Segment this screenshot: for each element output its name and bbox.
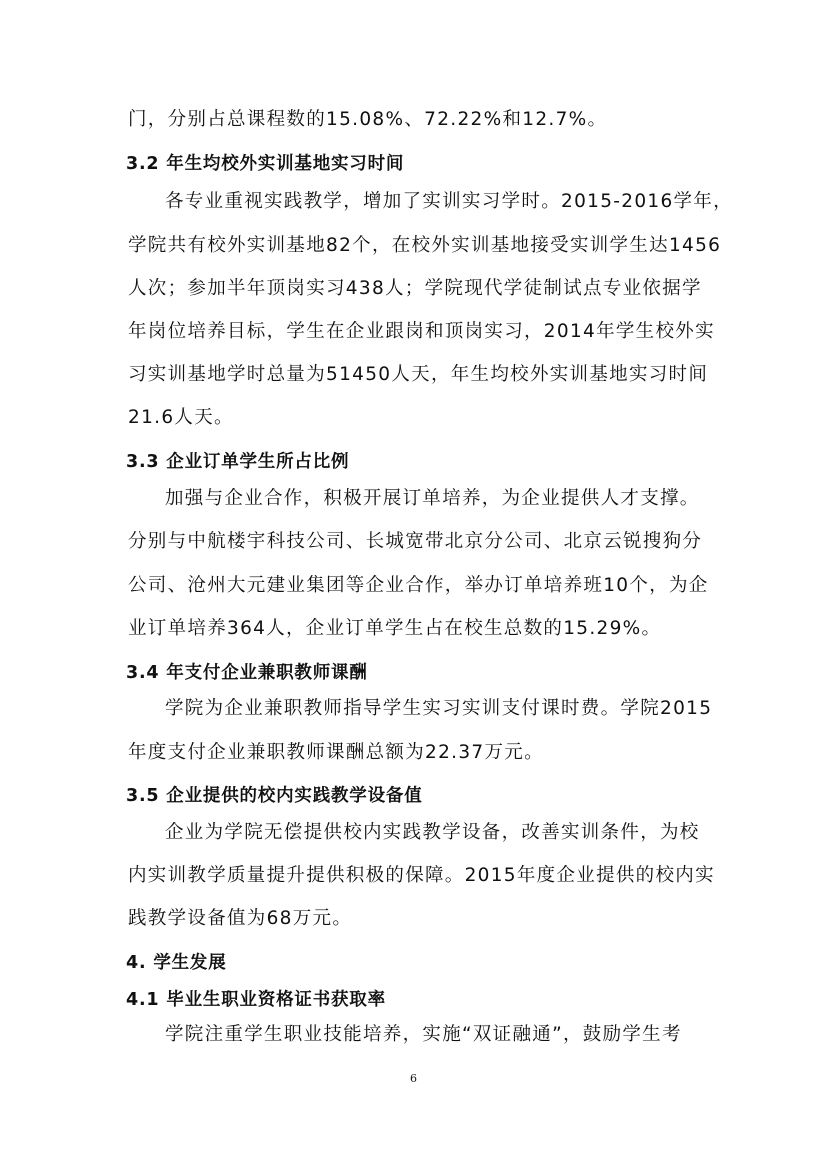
page-number: 6 [410, 1072, 417, 1085]
paragraph-first-line: 企业为学院无偿提供校内实践教学设备，改善实训条件，为校 [165, 822, 700, 843]
body-text-line: 年岗位培养目标，学生在企业跟岗和顶岗实习，2014年学生校外实 [128, 321, 715, 342]
body-text-line: 年度支付企业兼职教师课酬总额为22.37万元。 [128, 742, 544, 763]
body-text-line: 21.6人天。 [128, 407, 234, 428]
section-heading-3-5: 3.5 企业提供的校内实践教学设备值 [126, 786, 423, 806]
section-heading-3-3: 3.3 企业订单学生所占比例 [126, 452, 350, 472]
body-text-line: 分别与中航楼宇科技公司、长城宽带北京分公司、北京云锐搜狗分 [128, 531, 703, 552]
body-text-line: 践教学设备值为68万元。 [128, 908, 353, 929]
paragraph-first-line: 加强与企业合作，积极开展订单培养，为企业提供人才支撑。 [165, 488, 700, 509]
paragraph-first-line: 学院为企业兼职教师指导学生实习实训支付课时费。学院2015 [165, 698, 713, 719]
section-heading-3-2: 3.2 年生均校外实训基地实习时间 [126, 154, 405, 174]
section-heading-4-1: 4.1 毕业生职业资格证书获取率 [126, 990, 386, 1010]
body-text-line: 门，分别占总课程数的15.08%、72.22%和12.7%。 [128, 109, 608, 130]
body-text-line: 习实训基地学时总量为51450人天，年生均校外实训基地实习时间 [128, 364, 709, 385]
section-heading-4: 4. 学生发展 [126, 953, 227, 973]
paragraph-first-line: 学院注重学生职业技能培养，实施“双证融通”，鼓励学生考 [165, 1024, 682, 1045]
body-text-line: 业订单培养364人，企业订单学生占在校生总数的15.29%。 [128, 618, 662, 639]
body-text-line: 内实训教学质量提升提供积极的保障。2015年度企业提供的校内实 [128, 865, 715, 886]
body-text-line: 学院共有校外实训基地82个，在校外实训基地接受实训学生达1456 [128, 235, 722, 256]
section-heading-3-4: 3.4 年支付企业兼职教师课酬 [126, 663, 368, 683]
paragraph-first-line: 各专业重视实践教学，增加了实训实习学时。2015-2016学年， [165, 191, 733, 212]
body-text-line: 公司、沧州大元建业集团等企业合作，举办订单培养班10个，为企 [128, 575, 709, 596]
body-text-line: 人次；参加半年顶岗实习438人；学院现代学徒制试点专业依据学 [128, 278, 702, 299]
